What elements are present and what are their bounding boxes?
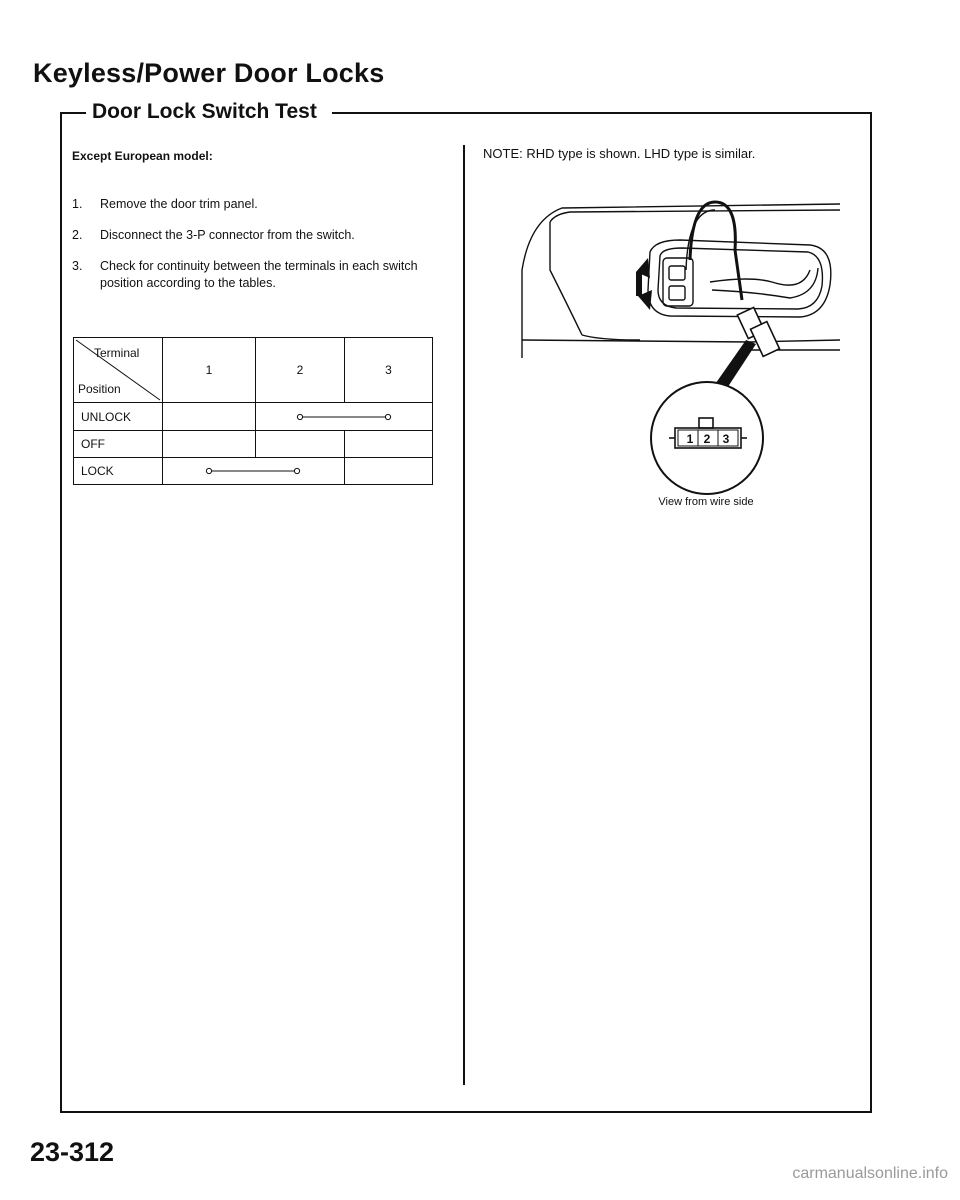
table-row bbox=[74, 431, 433, 458]
table-row-position: LOCK bbox=[74, 458, 163, 485]
table-cell bbox=[345, 431, 433, 458]
continuity-mark bbox=[163, 458, 345, 485]
step-number: 1. bbox=[72, 197, 83, 211]
page-number: 23-312 bbox=[30, 1137, 115, 1167]
note-text: NOTE: RHD type is shown. LHD type is similar. bbox=[483, 146, 756, 161]
table-row bbox=[74, 458, 433, 485]
frame-bottom-line bbox=[60, 1111, 872, 1113]
table-header-terminal: 2 bbox=[256, 338, 345, 403]
frame-right-line bbox=[870, 112, 872, 1113]
table-cell bbox=[345, 458, 433, 485]
step-3 bbox=[72, 258, 442, 292]
table-header-terminal: 1 bbox=[163, 338, 256, 403]
connector-pin-label: 3 bbox=[722, 432, 730, 446]
table-cell bbox=[163, 403, 256, 431]
table-row-position: UNLOCK bbox=[74, 403, 163, 431]
table-cell bbox=[256, 431, 345, 458]
table-corner-cell bbox=[74, 338, 163, 403]
step-text: Check for continuity between the terminals in each switch position according to the tables. bbox=[100, 259, 418, 290]
page-title: Keyless/Power Door Locks bbox=[33, 58, 385, 88]
step-2 bbox=[72, 227, 442, 244]
frame-top-left-line bbox=[60, 112, 86, 114]
continuity-line-1-2 bbox=[163, 464, 343, 478]
frame-left-line bbox=[60, 112, 62, 1113]
connector-pin-label: 1 bbox=[686, 432, 694, 446]
section-title: Door Lock Switch Test bbox=[88, 100, 321, 124]
frame-top-right-line bbox=[332, 112, 872, 114]
table-row bbox=[74, 403, 433, 431]
table-header-terminal: 3 bbox=[345, 338, 433, 403]
table-corner-terminal: Terminal bbox=[94, 346, 140, 360]
table-row-position: OFF bbox=[74, 431, 163, 458]
step-text: Remove the door trim panel. bbox=[100, 197, 258, 211]
continuity-table bbox=[73, 337, 433, 485]
table-corner-position: Position bbox=[78, 382, 121, 396]
step-text: Disconnect the 3-P connector from the switch. bbox=[100, 228, 355, 242]
connector-pin-label: 2 bbox=[703, 432, 711, 446]
model-label: Except European model: bbox=[72, 149, 213, 163]
step-number: 2. bbox=[72, 228, 83, 242]
table-cell bbox=[163, 431, 256, 458]
watermark: carmanualsonline.info bbox=[792, 1165, 948, 1182]
continuity-line-2-3 bbox=[256, 410, 431, 424]
continuity-mark bbox=[256, 403, 433, 431]
step-number: 3. bbox=[72, 259, 83, 273]
step-1 bbox=[72, 196, 442, 213]
column-divider bbox=[463, 145, 465, 1085]
illustration-caption: View from wire side bbox=[658, 496, 754, 508]
